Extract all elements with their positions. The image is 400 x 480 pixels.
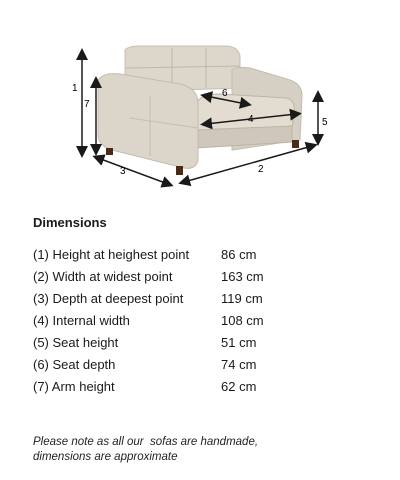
seat-height-label: 5 bbox=[322, 117, 328, 128]
handmade-note bbox=[33, 435, 373, 465]
dimension-label: (4) Internal width bbox=[33, 312, 130, 328]
dimensions-title: Dimensions bbox=[33, 215, 107, 230]
sofa-leg bbox=[292, 140, 299, 148]
dimension-row-internal-width bbox=[33, 309, 293, 331]
dimension-value: 163 cm bbox=[221, 268, 264, 284]
sofa-dimension-diagram bbox=[0, 0, 400, 200]
sofa-illustration bbox=[0, 0, 400, 200]
dimension-value: 119 cm bbox=[221, 290, 263, 306]
dimension-value: 51 cm bbox=[221, 334, 257, 350]
dimension-value: 74 cm bbox=[221, 356, 257, 372]
dimension-label: (3) Depth at deepest point bbox=[33, 290, 184, 306]
internal-width-label: 4 bbox=[248, 114, 254, 125]
seat-depth-label: 6 bbox=[222, 88, 228, 99]
width-label: 2 bbox=[258, 164, 264, 175]
dimension-row-seat-height bbox=[33, 331, 293, 353]
dimension-label: (6) Seat depth bbox=[33, 356, 116, 372]
depth-label: 3 bbox=[120, 166, 126, 177]
sofa-leg bbox=[106, 148, 113, 155]
arm-height-label: 7 bbox=[84, 99, 90, 110]
dimension-label: (2) Width at widest point bbox=[33, 268, 173, 284]
dimension-row-width bbox=[33, 265, 293, 287]
note-line-1: Please note as all our sofas are handmade, bbox=[33, 436, 259, 448]
height-label: 1 bbox=[72, 83, 78, 94]
dimension-value: 86 cm bbox=[221, 246, 257, 262]
dimension-value: 108 cm bbox=[221, 312, 264, 328]
dimension-label: (7) Arm height bbox=[33, 378, 115, 394]
note-line-2: dimensions are approximate bbox=[33, 451, 178, 463]
dimension-label: (1) Height at heighest point bbox=[33, 246, 190, 262]
sofa-base bbox=[196, 126, 292, 148]
dimension-row-depth bbox=[33, 287, 293, 309]
width-arrow bbox=[184, 146, 312, 182]
dimension-value: 62 cm bbox=[221, 378, 257, 394]
dimension-label: (5) Seat height bbox=[33, 334, 119, 350]
dimension-row-arm-height bbox=[33, 375, 293, 397]
dimension-row-height bbox=[33, 243, 293, 265]
dimensions-list bbox=[33, 243, 293, 397]
sofa-leg bbox=[176, 166, 183, 175]
dimension-row-seat-depth bbox=[33, 353, 293, 375]
depth-arrow bbox=[98, 158, 168, 184]
